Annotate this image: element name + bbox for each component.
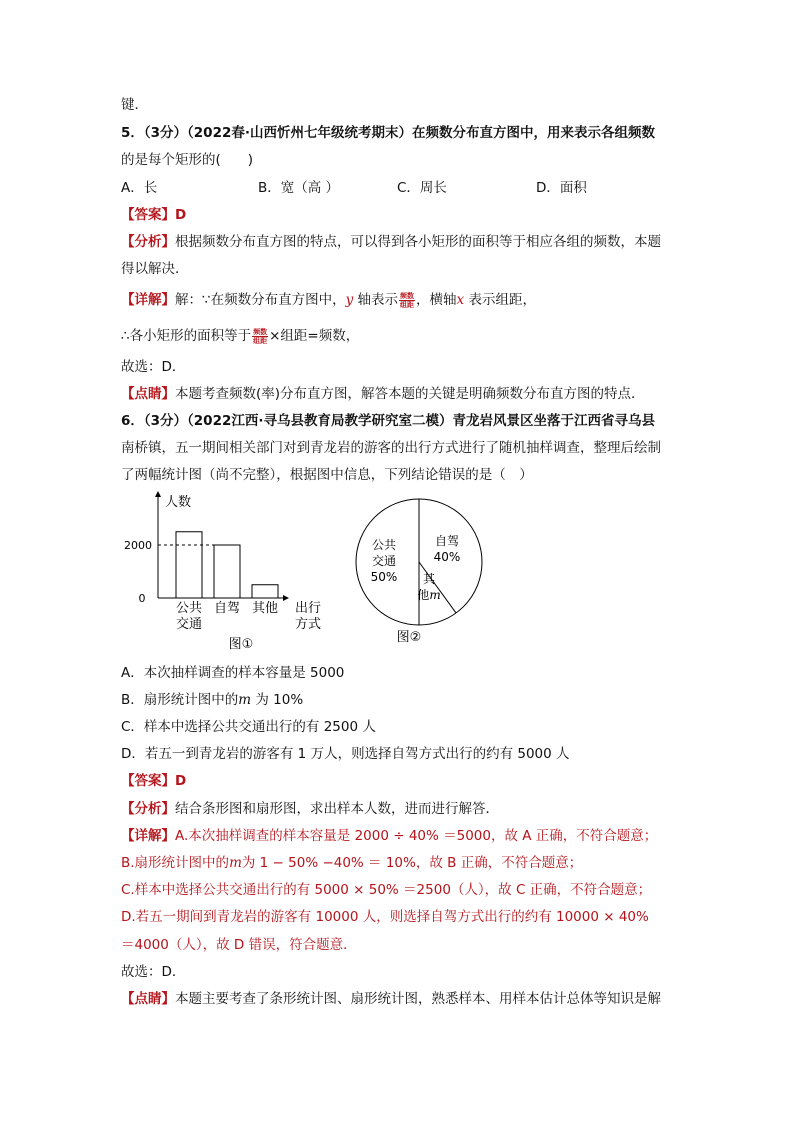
bar-y-tick-0: 0 <box>138 592 146 605</box>
pie-label-0-1: 交通 <box>371 554 397 568</box>
q5-option-c: C．周长 <box>397 180 447 196</box>
q6-option-b: B．扇形统计图中的m 为 10% <box>121 692 304 708</box>
q5-analysis-line1: 【分析】根据频数分布直方图的特点，可以得到各小矩形的面积等于相应各组的频数，本题 <box>121 234 661 250</box>
q5-choose: 故选：D． <box>121 359 186 375</box>
pie-label-2-1: 他m <box>417 588 441 602</box>
bar-y-tick-2000: 2000 <box>124 539 152 552</box>
bar-y-axis-label: 人数 <box>165 495 192 510</box>
q6-choose: 故选：D． <box>121 964 186 980</box>
q6-option-a: A．本次抽样调查的样本容量是 5000 <box>121 665 345 681</box>
q5-comment: 【点睛】本题考查频数(率)分布直方图，解答本题的关键是明确频数分布直方图的特点． <box>121 386 645 402</box>
bar-自驾 <box>214 545 240 598</box>
fraction-freq-over-width: $\frac{\text{频数}}{\text{组距}}$ <box>400 291 415 309</box>
pie-chart-figure-2 <box>352 495 492 650</box>
q6-detail-c: C.样本中选择公共交通出行的有 5000 × 50% ＝2500（人），故 C 正确，不符合题意； <box>121 882 652 898</box>
pie-label-0-0: 公共 <box>371 538 397 552</box>
q5-option-a: A．长 <box>121 180 158 196</box>
q5-option-d: D．面积 <box>536 180 587 196</box>
q6-analysis: 【分析】结合条形图和扇形图，求出样本人数，进而进行解答． <box>121 801 499 817</box>
bar-category-label-0-1: 交通 <box>175 617 203 632</box>
q5-detail-line2: ∴各小矩形的面积等于 $\frac{\text{频数}}{\text{组距}}$ ×组距=频数， <box>121 327 360 345</box>
bar-chart-figure-1 <box>118 490 348 655</box>
q6-answer: 【答案】D <box>121 773 187 789</box>
q6-option-d: D．若五一到青龙岩的游客有 1 万人，则选择自驾方式出行的约有 5000 人 <box>121 746 570 762</box>
q5-options <box>121 178 681 198</box>
q6-detail-d2: ＝4000（人），故 D 错误，符合题意． <box>121 937 357 953</box>
bar-category-label-0-0: 公共 <box>175 601 203 616</box>
q6-stem-line1: 6．（3分）（2022江西·寻乌县教育局教学研究室二模）青龙岩风景区坐落于江西省寻乌县 <box>121 413 655 429</box>
pie-label-1-0: 自驾 <box>434 534 460 548</box>
q6-stem-line3: 了两幅统计图（尚不完整），根据图中信息，下列结论错误的是（ ） <box>121 467 533 483</box>
bar-category-label-2-0: 其他 <box>251 601 279 616</box>
q6-detail-a: 【详解】A.本次抽样调查的样本容量是 2000 ÷ 40% ＝5000，故 A 正确，不符合题意； <box>121 828 658 844</box>
bar-category-label-1-0: 自驾 <box>213 601 241 616</box>
bar-x-axis-label-line2: 方式 <box>294 617 322 632</box>
q6-comment: 【点睛】本题主要考查了条形统计图、扇形统计图，熟悉样本、用样本估计总体等知识是解 <box>121 991 661 1007</box>
q6-detail-b: B.扇形统计图中的m为 1 − 50% −40% ＝ 10%，故 B 正确，不符合题意； <box>121 855 583 871</box>
pie-chart-title: 图② <box>396 630 422 645</box>
pie-label-0-2: 50% <box>370 570 398 584</box>
q5-detail-line1: 【详解】解：∵在频数分布直方图中，y 轴表示 $\frac{\text{频数}}{\text{组距}}$ ，横轴x 表示组距， <box>121 291 536 309</box>
pie-label-1-1: 40% <box>433 550 461 564</box>
q5-stem-line1: 5．（3分）（2022春·山西忻州七年级统考期末）在频数分布直方图中，用来表示各组频数 <box>121 125 655 141</box>
q5-answer: 【答案】D <box>121 207 187 223</box>
q5-analysis-line2: 得以解决． <box>121 261 189 277</box>
pie-label-2-0: 其 <box>422 572 436 586</box>
bar-x-axis-label-line1: 出行 <box>294 601 322 616</box>
q6-detail-d1: D.若五一期间到青龙岩的游客有 10000 人，则选择自驾方式出行的约有 10000 × 40% <box>121 909 649 925</box>
bar-其他 <box>252 585 278 598</box>
q5-stem-line2: 的是每个矩形的( ) <box>121 152 254 168</box>
fraction-freq-over-width-2: $\frac{\text{频数}}{\text{组距}}$ <box>253 327 268 345</box>
q6-option-c: C．样本中选择公共交通出行的有 2500 人 <box>121 719 376 735</box>
bar-chart-title: 图① <box>228 637 254 652</box>
q5-option-b: B．宽（高 ） <box>258 180 340 196</box>
q6-stem-line2: 南桥镇，五一期间相关部门对到青龙岩的游客的出行方式进行了随机抽样调查，整理后绘制 <box>121 440 661 456</box>
text-line-key: 键． <box>121 97 148 113</box>
bar-公共交通 <box>176 532 202 598</box>
